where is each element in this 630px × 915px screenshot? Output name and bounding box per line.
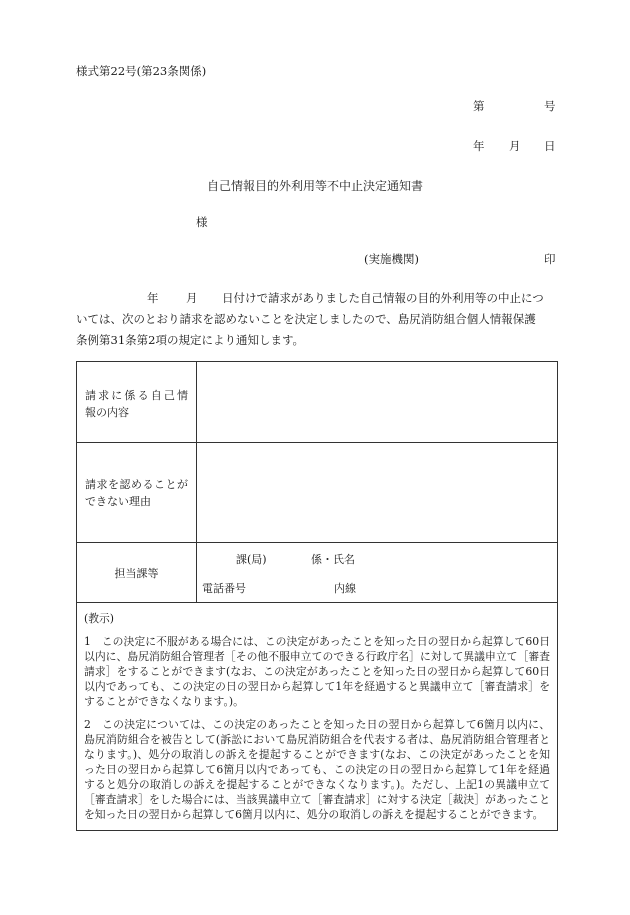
intro-month: 月 [186,291,198,305]
reason-value-cell[interactable] [197,443,558,543]
content-value-cell[interactable] [197,362,558,443]
agency-label: (実施機関) [364,252,419,266]
document-title: 自己情報目的外利用等不中止決定通知書 [206,179,423,193]
form-number: 様式第22号(第23条関係) [76,64,207,78]
notice-item-2: 2 この決定については、この決定のあったことを知った日の翌日から起算して6箇月以内に、島尻消防組合を被告として(訴訟において島尻消防組合を代表する者は、島尻消防組合管理者となります。)、処分の取消しの訴えを提起することができます(なお、この決定があったことを知った日の翌日から起算して6箇月以内であっても、この決定の日の翌日から起算して1年を経過すると処分の取消しの訴えを提起することができなくなります。)。ただし、上記1の異議申立て［審査請求］をした場合には、当該異議申立て［審査請求］に対する決定［裁決］があったことを知った日の翌日から起算して6箇月以内に、処分の取消しの訴えを提起することができます。 [84,718,550,821]
content-label-cell [77,362,197,443]
contact-section: 課(局) [236,553,267,566]
decision-table [76,361,558,831]
date-day: 日 [544,139,556,153]
intro-line3: 条例第31条第2項の規定により通知します。 [76,333,305,347]
intro-year: 年 [147,291,159,305]
content-label-line1: 請求に係る自己情 [85,389,188,402]
reason-label-line1: 請求を認めることが [85,478,188,491]
addressee-suffix: 様 [196,215,208,229]
contact-row [77,543,558,603]
notice-cell [77,603,558,831]
seal-mark: 印 [544,252,556,266]
notice-heading: (教示) [84,612,115,625]
contact-value-cell [197,543,558,603]
contact-label-cell [77,543,197,603]
notice-item-1: 1 この決定に不服がある場合には、この決定があったことを知った日の翌日から起算して60日以内に、島尻消防組合管理者［その他不服申立てのできる行政庁名］に対して異議申立て［審査請求］をすることができます(なお、この決定があったことを知った日の翌日から起算して60日以内であっても、この決定の日の翌日から起算して1年を経過すると異議申立て［審査請求］をすることができなくなります。)。 [84,635,550,708]
date-month: 月 [509,139,521,153]
content-row [77,362,558,443]
notice-row [77,603,558,831]
intro-line1: 日付けで請求がありました自己情報の目的外利用等の中止につ [222,291,544,305]
contact-staff: 係・氏名 [311,553,355,566]
intro-line2: いては、次のとおり請求を認めないことを決定しましたので、島尻消防組合個人情報保護 [76,312,536,326]
number-go: 号 [544,99,556,113]
contact-label: 担当課等 [114,566,159,580]
contact-phone: 電話番号 [202,582,246,595]
number-dai: 第 [473,99,485,113]
date-year: 年 [473,139,485,153]
reason-label-cell [77,443,197,543]
reason-row [77,443,558,543]
content-label-line2: 報の内容 [85,406,129,419]
contact-extension: 内線 [334,582,356,595]
reason-label-line2: できない理由 [85,495,151,508]
